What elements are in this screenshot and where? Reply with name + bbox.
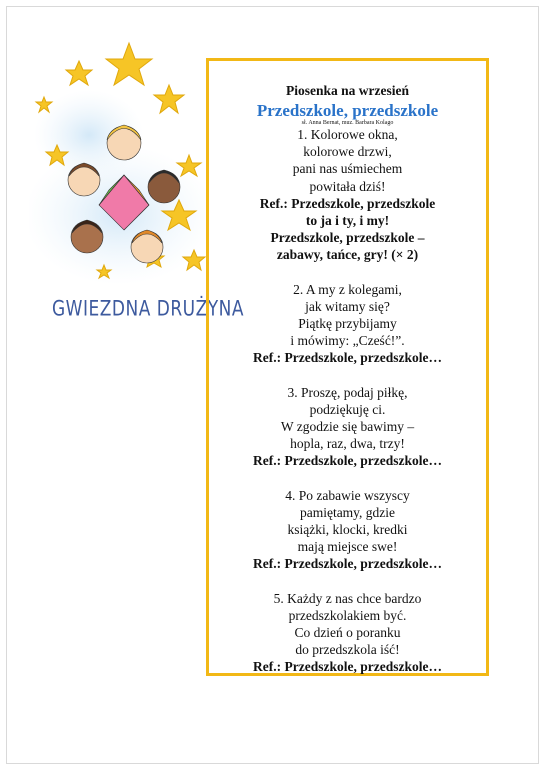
verse-line: mają miejsce swe! [297,539,398,555]
kids-and-stars-illustration [29,25,244,335]
verse-line: jak witamy się? [305,298,390,314]
stanza-3 [209,384,486,470]
verse-line: pani nas uśmiechem [292,161,403,177]
logo-text: GWIEZDNA DRUŻYNA [52,296,244,322]
verse-line: 5. Każdy z nas chce bardzo [273,590,422,606]
refrain-line: Ref.: Przedszkole, przedszkole… [253,556,442,572]
stanza-4 [209,487,486,573]
verse-line: 4. Po zabawie wszyscy [285,487,410,503]
song-title: Przedszkole, przedszkole [256,101,439,120]
document-page [6,6,539,764]
refrain-line: Ref.: Przedszkole, przedszkole… [253,350,442,366]
verse-line: Co dzień o poranku [294,625,401,641]
verse-line: hopla, raz, dwa, trzy! [290,436,405,452]
verse-line: podziękuję ci. [309,401,386,417]
verse-line: kolorowe drzwi, [303,144,392,160]
verse-line: W zgodzie się bawimy – [280,419,415,435]
verse-line: książki, klocki, kredki [287,522,408,538]
song-credits: sł. Anna Bernat, muz. Barbara Kolago [301,120,394,126]
verse-line: pamiętamy, gdzie [299,504,396,520]
verse-line: 3. Proszę, podaj piłkę, [287,384,408,400]
refrain-line: zabawy, tańce, gry! (× 2) [276,247,419,263]
stanza-2 [209,281,486,367]
verse-line: 2. A my z kolegami, [293,281,402,297]
refrain-line: Przedszkole, przedszkole – [270,230,425,246]
verse-line: i mówimy: „Cześć!”. [290,333,405,349]
song-pretitle: Piosenka na wrzesień [286,83,409,98]
refrain-line: Ref.: Przedszkole, przedszkole… [253,659,442,675]
song-frame [206,58,489,676]
star-icon [106,43,152,85]
refrain-line: to ja i ty, i my! [305,213,390,229]
verse-line: do przedszkola iść! [295,642,400,658]
star-icon [154,85,184,113]
verse-line: przedszkolakiem być. [288,607,407,623]
refrain-line: Ref.: Przedszkole, przedszkole [259,195,436,211]
verse-line: 1. Kolorowe okna, [297,127,398,142]
stanza-1 [209,126,486,264]
verse-line: powitała dziś! [309,178,386,194]
verse-line: Piątkę przybijamy [298,316,397,332]
star-icon [66,61,92,85]
stanza-5 [209,590,486,676]
refrain-line: Ref.: Przedszkole, przedszkole… [253,453,442,469]
